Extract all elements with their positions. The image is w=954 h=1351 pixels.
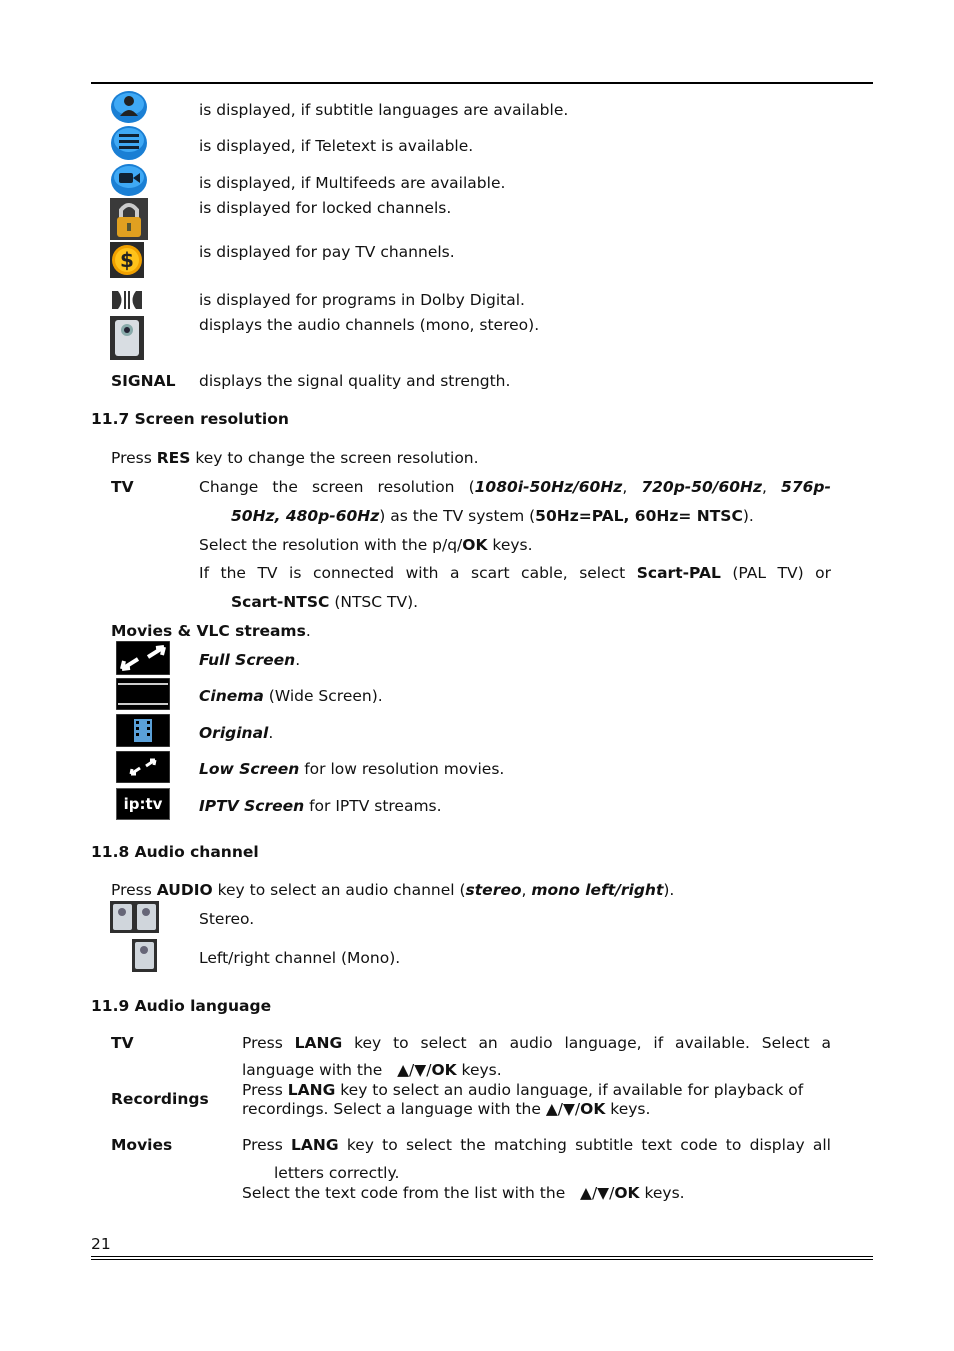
- footer-rule: [91, 1256, 873, 1257]
- status-text: is displayed for pay TV channels.: [199, 243, 455, 261]
- subtitle-icon: [110, 90, 148, 124]
- lock-icon: [110, 198, 148, 240]
- audio-text: Stereo.: [199, 910, 255, 928]
- full-screen-icon: [116, 641, 170, 675]
- status-text: displays the audio channels (mono, stereo).: [199, 316, 540, 334]
- header-rule: [91, 82, 873, 84]
- paragraph: Press RES key to change the screen resolution.: [111, 449, 479, 467]
- paragraph: Press LANG key to select the matching subtitle text code to display all: [242, 1136, 831, 1154]
- paragraph: Press AUDIO key to select an audio channel (stereo, mono left/right).: [111, 881, 675, 899]
- status-text: is displayed for programs in Dolby Digital.: [199, 291, 525, 309]
- tv-label: TV: [111, 1034, 134, 1052]
- multifeed-icon: [110, 163, 148, 199]
- cinema-icon: [116, 678, 170, 710]
- mono-icon: [132, 939, 157, 972]
- footer-rule: [91, 1259, 873, 1260]
- signal-label: SIGNAL: [111, 372, 176, 390]
- paragraph: If the TV is connected with a scart cable, select Scart-PAL (PAL TV) or: [199, 564, 831, 582]
- status-text: is displayed, if Multifeeds are available.: [199, 174, 506, 192]
- status-text: is displayed, if Teletext is available.: [199, 137, 474, 155]
- section-heading: 11.7 Screen resolution: [91, 410, 289, 428]
- status-text: is displayed for locked channels.: [199, 199, 452, 217]
- status-text: is displayed, if subtitle languages are available.: [199, 101, 569, 119]
- mode-text: Original.: [199, 724, 274, 742]
- svg-text:$: $: [120, 248, 134, 272]
- paragraph: letters correctly.: [274, 1164, 400, 1182]
- paragraph: 50Hz, 480p-60Hz) as the TV system (50Hz=PAL, 60Hz= NTSC).: [231, 507, 754, 525]
- recordings-label: Recordings: [111, 1090, 209, 1108]
- section-heading: 11.8 Audio channel: [91, 843, 259, 861]
- paragraph: Change the screen resolution (1080i-50Hz/60Hz, 720p-50/60Hz, 576p-: [199, 478, 831, 496]
- mode-text: Low Screen for low resolution movies.: [199, 760, 505, 778]
- paragraph: Press LANG key to select an audio language, if available. Select a: [242, 1034, 831, 1052]
- paragraph: language with the ▲/▼/OK keys.: [242, 1061, 502, 1079]
- tv-label: TV: [111, 478, 134, 496]
- iptv-icon: ip:tv: [116, 788, 170, 820]
- page-number: 21: [91, 1235, 111, 1253]
- paragraph: recordings. Select a language with the ▲/▼/OK keys.: [242, 1100, 651, 1118]
- dolby-icon: [110, 289, 144, 311]
- mode-text: IPTV Screen for IPTV streams.: [199, 797, 442, 815]
- original-icon: [116, 714, 170, 747]
- paragraph: Scart-NTSC (NTSC TV).: [231, 593, 419, 611]
- section-heading: 11.9 Audio language: [91, 997, 272, 1015]
- paragraph: Press LANG key to select an audio language, if available for playback of: [242, 1081, 804, 1099]
- audio-text: Left/right channel (Mono).: [199, 949, 401, 967]
- mode-text: Cinema (Wide Screen).: [199, 687, 383, 705]
- stereo-icon: [110, 901, 159, 933]
- low-screen-icon: [116, 751, 170, 783]
- movies-label: Movies: [111, 1136, 173, 1154]
- paragraph: Select the resolution with the p/q/OK keys.: [199, 536, 533, 554]
- audio-channel-icon: [110, 316, 144, 360]
- mode-text: Full Screen.: [199, 651, 301, 669]
- subheading: Movies & VLC streams.: [111, 622, 311, 640]
- paragraph: Select the text code from the list with the ▲/▼/OK keys.: [242, 1184, 685, 1202]
- teletext-icon: [110, 125, 148, 163]
- pay-tv-icon: [110, 242, 144, 278]
- signal-text: displays the signal quality and strength.: [199, 372, 511, 390]
